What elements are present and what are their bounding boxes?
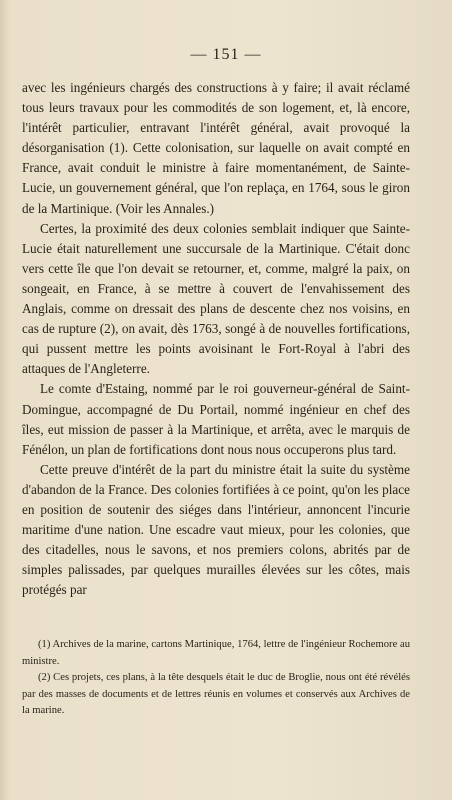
paragraph: Le comte d'Estaing, nommé par le roi gouverneur-général de Saint-Domingue, accompagné de Du Portail, nommé ingénieur en chef des îles, eut mission de passer à la Martinique, et arrêta, avec le marquis de Fénélon, un plan de fortifications dont nous nous occuperons plus tard. [22,381,410,457]
paragraph: Cette preuve d'intérêt de la part du ministre était la suite du système d'abandon de la France. Des colonies fortifiées à ce point, qu'on les place en position de soutenir des siéges dans l'intérieur, annoncent l'incurie maritime d'une nation. Une escadre vaut mieux, pour les colonies, que des citadelles, nous le savons, et nos premiers colons, abrités par de simples palissades, par quelques murailles élevées sur les côtes, mais protégés par [22,461,410,598]
footnote: (2) Ces projets, ces plans, à la tête desquels était le duc de Broglie, nous ont été révélés par des masses de documents et de lettres réunis en volumes et conservés aux Archives de la marine. [22,672,410,717]
paragraph: Certes, la proximité des deux colonies semblait indiquer que Sainte-Lucie était naturellement une succursale de la Martinique. C'était donc vers cette île que l'on devait se retourner, et, comme, malgré la paix, on songeait, en France, à se mettre à couvert de l'envahissement des Anglais, comme on dressait des plans de descente chez nos voisins, en cas de rupture (2), on avait, dès 1763, songé à de nouvelles fortifications, qui pussent mettre les points avoisinant le Fort-Royal à l'abri des attaques de l'Angleterre. [22,220,410,377]
footnotes [22,637,410,720]
page-number: — 151 — [190,46,262,63]
paragraph: avec les ingénieurs chargés des constructions à y faire; il avait réclamé tous leurs travaux pour les commodités de son logement, et, là encore, l'intérêt particulier, entravant l'intérêt général, avait provoqué la désorganisation (1). Cette colonisation, sur laquelle on avait compté en France, avait conduit le ministre à faire momentanément, de Sainte-Lucie, un gouvernement général, que l'on replaça, en 1764, sous le giron de la Martinique. (Voir les Annales.) [22,80,410,216]
footnote: (1) Archives de la marine, cartons Martinique, 1764, lettre de l'ingénieur Rochemore au ministre. [22,639,410,667]
body-text [22,78,410,600]
